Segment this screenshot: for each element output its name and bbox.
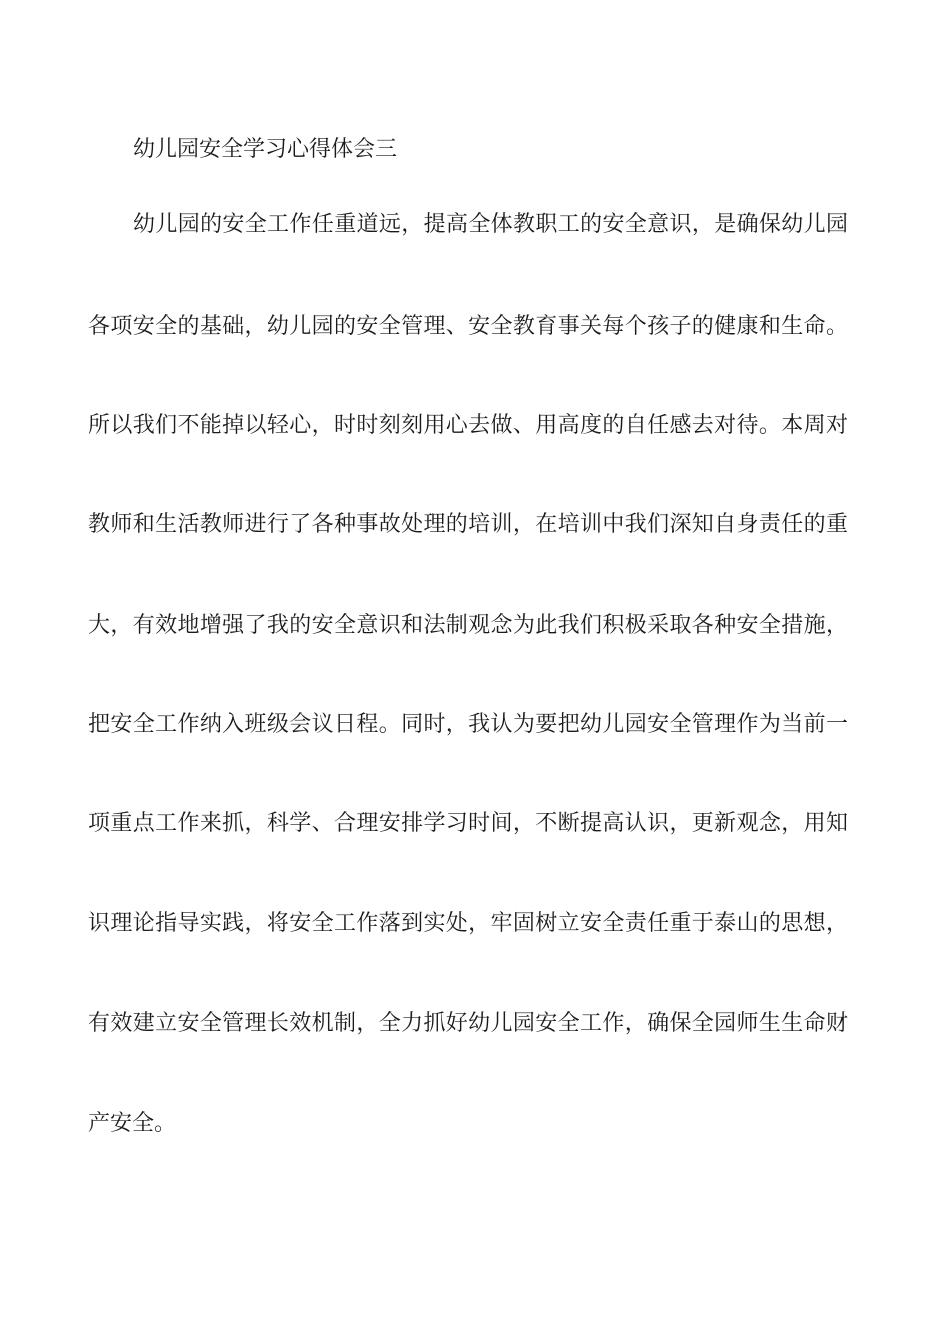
paragraph-line: 项重点工作来抓，科学、合理安排学习时间，不断提高认识，更新观念，用知 (88, 811, 848, 836)
paragraph-line: 各项安全的基础，幼儿园的安全管理、安全教育事关每个孩子的健康和生命。 (88, 314, 848, 339)
paragraph-line: 把安全工作纳入班级会议日程。同时，我认为要把幼儿园安全管理作为当前一 (88, 712, 848, 737)
paragraph-line: 教师和生活教师进行了各种事故处理的培训，在培训中我们深知自身责任的重 (88, 512, 848, 537)
paragraph-line: 产安全。 (88, 1111, 177, 1136)
paragraph-line: 有效建立安全管理长效机制，全力抓好幼儿园安全工作，确保全园师生生命财 (88, 1011, 848, 1036)
paragraph-line: 大，有效地增强了我的安全意识和法制观念为此我们积极采取各种安全措施， (88, 613, 848, 638)
paragraph-line: 所以我们不能掉以轻心，时时刻刻用心去做、用高度的自任感去对待。本周对 (88, 413, 848, 438)
paragraph-line: 幼儿园的安全工作任重道远，提高全体教职工的安全意识，是确保幼儿园 (133, 212, 848, 237)
document-title: 幼儿园安全学习心得体会三 (133, 137, 398, 162)
paragraph-line: 识理论指导实践，将安全工作落到实处，牢固树立安全责任重于泰山的思想， (88, 911, 848, 936)
